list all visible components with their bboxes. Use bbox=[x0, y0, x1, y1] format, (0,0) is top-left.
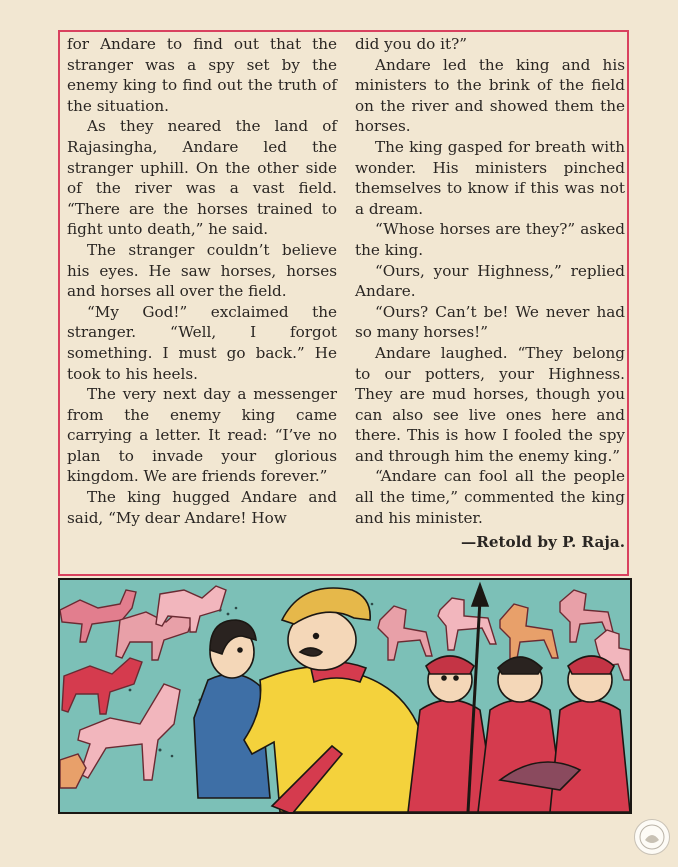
paragraph: The king gasped for breath with wonder. His ministers pinched themselves to know if this was not a dream. bbox=[355, 137, 625, 218]
story-credit: —Retold by P. Raja. bbox=[461, 533, 625, 552]
paragraph: “Ours? Can’t be! We never had so many horses!” bbox=[355, 302, 625, 342]
paragraph: for Andare to find out that the stranger was a spy set by the enemy king to find out the truth of the situation. bbox=[67, 35, 337, 115]
paragraph: “Whose horses are they?” asked the king. bbox=[355, 220, 625, 259]
paragraph: The stranger couldn’t believe his eyes. He saw horses, horses and horses all over the field. bbox=[67, 240, 337, 301]
paragraph: “Andare can fool all the people all the time,” commented the king and his minister. bbox=[355, 467, 625, 527]
paragraph: Andare led the king and his ministers to the brink of the field on the river and showed them the horses. bbox=[355, 55, 625, 136]
paragraph: did you do it?” bbox=[355, 35, 468, 53]
paragraph: The king hugged Andare and said, “My dear Andare! How bbox=[67, 488, 337, 527]
left-column bbox=[67, 34, 337, 528]
publisher-logo-icon bbox=[634, 819, 670, 855]
paragraph: Andare laughed. “They belong to our potters, your Highness. They are mud horses, though you can also see live ones here and there. This is how I fooled the spy and through him the enemy king.” bbox=[355, 343, 625, 465]
paragraph: The very next day a messenger from the enemy king came carrying a letter. It read: “I’ve no plan to invade your glorious kingdom. We are friends forever.” bbox=[67, 385, 337, 486]
right-column bbox=[355, 34, 625, 553]
paragraph: As they neared the land of Rajasingha, Andare led the stranger uphill. On the other side of the river was a vast field. “There are the horses trained to fight unto death,” he said. bbox=[67, 117, 337, 239]
paragraph: “Ours, your Highness,” replied Andare. bbox=[355, 261, 625, 301]
paragraph: “My God!” exclaimed the stranger. “Well, I forgot something. I must go back.” He took to his heels. bbox=[67, 302, 337, 383]
story-illustration bbox=[58, 578, 632, 814]
